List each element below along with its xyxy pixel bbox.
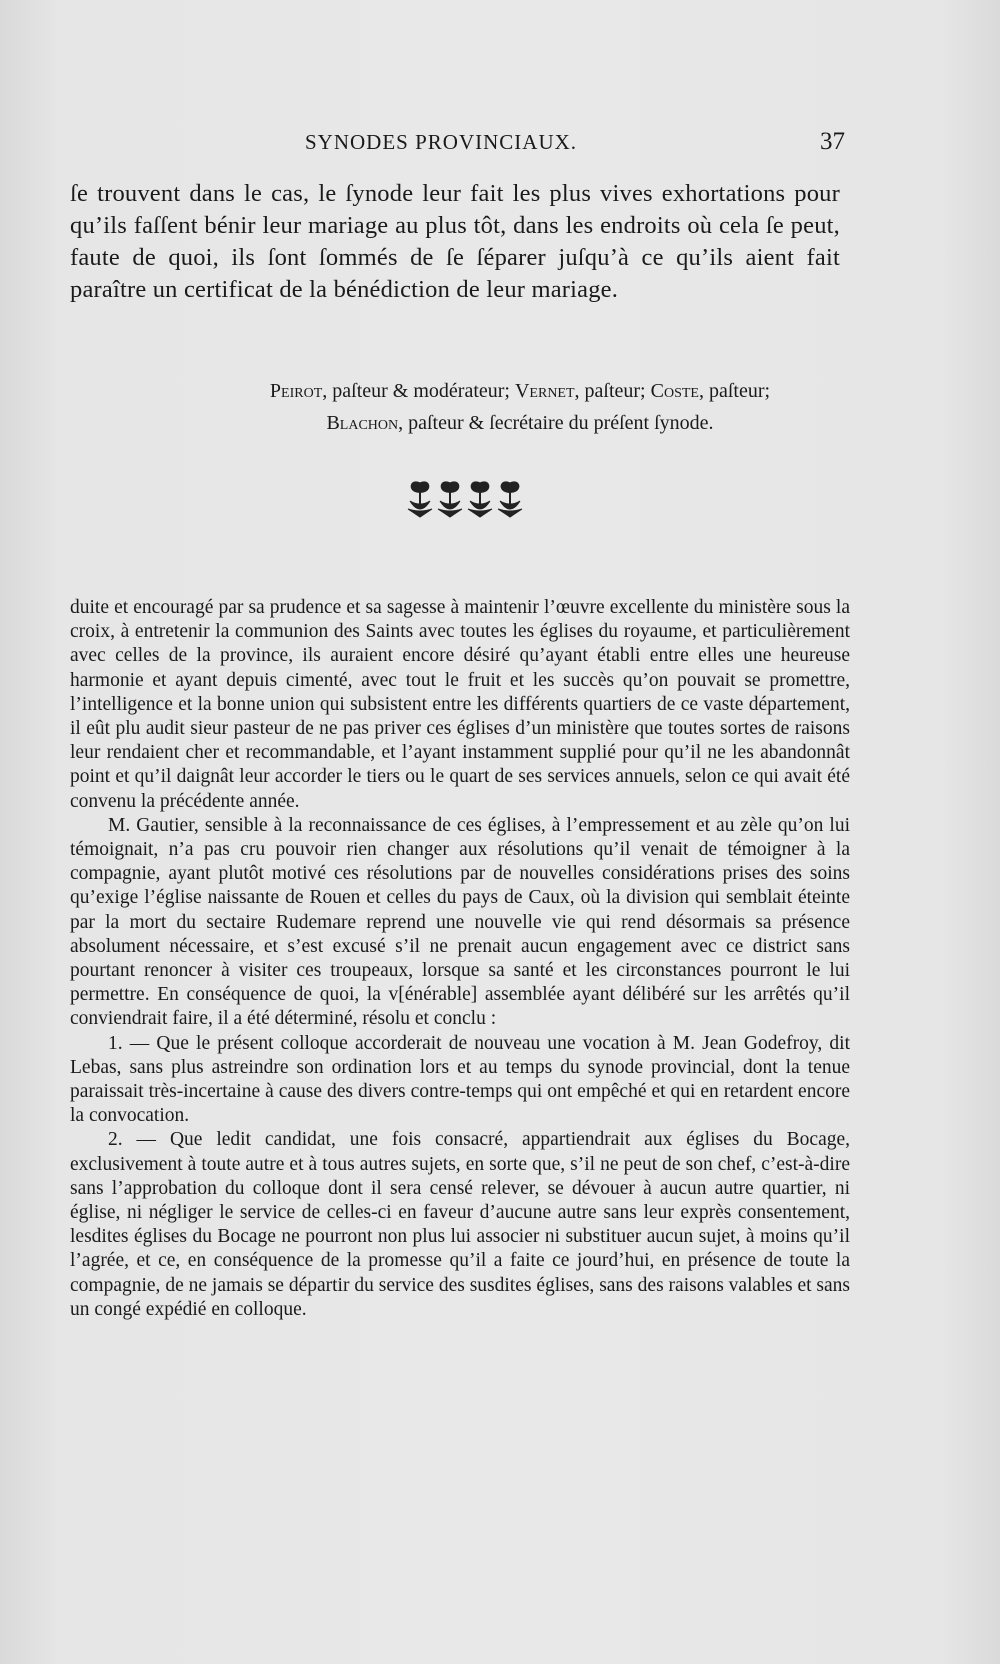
signatory-role: , paſteur;: [574, 380, 651, 402]
signatory-name: Peirot: [269, 380, 323, 402]
running-title: SYNODES PROVINCIAUX.: [305, 130, 578, 154]
signatory-role: , paſteur;: [698, 380, 771, 402]
fleuron-ornament: [405, 477, 525, 519]
body-paragraph: M. Gautier, sensible à la reconnaissance de ces églises, à l’empressement et au zèle qu’on lui témoignait, n’a pas cru pouvoir rien changer aux résolutions qu’il venait de témoigner à la compagnie, ayant plutôt motivé ces résolutions par de nouvelles considérations prises des soins qu’exige l’église naissante de Rouen et celles du pays de Caux, où la division qui semblait éteinte par la mort du sectaire Rudemare reprend une nouvelle vie qui rend désormais sa présence absolument nécessaire, et s’est excusé s’il ne prenait aucun engagement avec ce district sans pourtant renoncer à visiter ces troupeaux, lorsque sa santé et les circonstances pourront le lui permettre. En conséquence de quoi, la v[énérable] assemblée ayant délibéré sur les arrêtés qu’il conviendrait faire, il a été déterminé, résolu et conclu :: [70, 814, 850, 1030]
signatory-name: Coste: [650, 380, 699, 402]
body-paragraph: 1. — Que le présent colloque accorderait de nouveau une vocation à M. Jean Godefroy, dit Lebas, sans plus astreindre son ordination lors et au temps du synode provincial, dont la tenue paraissait très-incertaine à cause des divers contre-temps qui ont empêché et qui en retardent encore la convocation.: [70, 1032, 850, 1127]
signatory-name: Vernet: [514, 380, 575, 402]
lead-paragraph: ſe trouvent dans le cas, le ſynode leur fait les plus vives exhortations pour qu’ils faſſent bénir leur mariage au plus tôt, dans les endroits où cela ſe peut, faute de quoi, ils ſont ſommés de ſe ſéparer juſqu’à ce qu’ils aient fait paraître un certificat de la bénédiction de leur mariage.: [70, 180, 840, 303]
signatures: [200, 375, 840, 439]
page-header: [70, 128, 845, 164]
signatory-role: , paſteur & modérateur;: [322, 380, 515, 402]
body-paragraph: 2. — Que ledit candidat, une fois consacré, appartiendrait aux églises du Bocage, exclusivement à toute autre et à tous autres sujets, en sorte que, s’il ne peut de son chef, c’est-à-dire sans l’approbation du colloque dont il sera censé relever, se dévouer à aucun autre quartier, ni église, ni négliger le service de celles-ci en faveur d’aucune autre sans leur exprès consentement, lesdites églises du Bocage ne pourront non plus lui associer ni substituer aucun sujet, à moins qu’il l’agrée, et ce, en conséquence de la promesse qu’il a faite ce jourd’hui, en présence de toute la compagnie, de ne jamais se départir du service des susdites églises, sans des raisons valables et sans un congé expédié en colloque.: [70, 1129, 850, 1320]
signatory-role: , paſteur & ſecrétaire du préſent ſynode.: [398, 412, 714, 434]
signatory-name: Blachon: [326, 412, 399, 434]
body-paragraph: duite et encouragé par sa prudence et sa sagesse à maintenir l’œuvre excellente du ministère sous la croix, à entretenir la communion des Saints avec toutes les églises du royaume, et particulièrement avec celles de la province, ils auraient encore désiré qu’ayant établi entre elles une heureuse harmonie et ayant depuis cimenté, avec tout le fruit et les succès qu’on pouvait se promettre, l’intelligence et la bonne union qui subsistent entre les différents quartiers de ce vaste département, il eût plu audit sieur pasteur de ne pas priver ces églises d’un ministère que toutes sortes de raisons leur rendaient cher et recommandable, et l’ayant instamment supplié pour qu’il ne les abandonnât point et qu’il daignât leur accorder le tiers ou le quart de ses services annuels, selon ce qui avait été convenu la précédente année.: [70, 597, 850, 812]
body-text: [70, 596, 850, 1322]
page-number: 37: [820, 128, 845, 155]
